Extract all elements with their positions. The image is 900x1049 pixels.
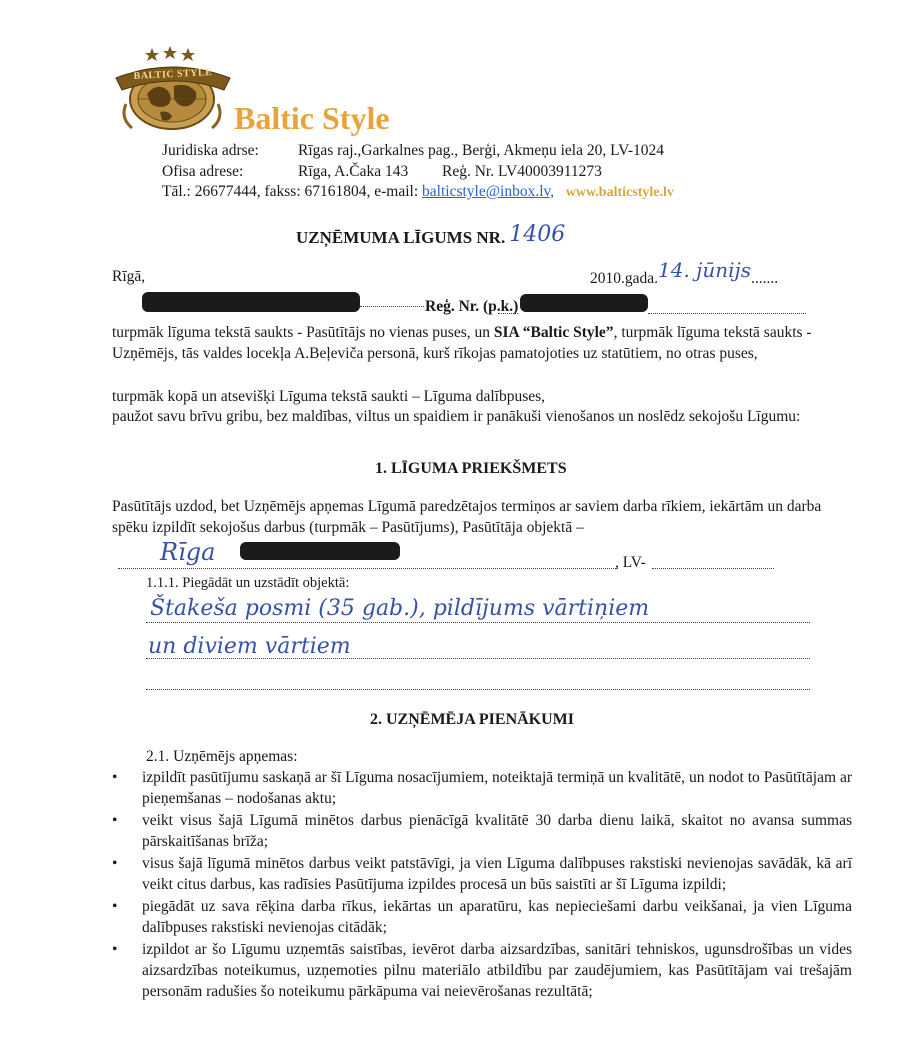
registration-number: Reģ. Nr. LV40003911273 [442,163,602,180]
obligation-text: veikt visus šajā Līgumā minētos darbus pienācīgā kvalitātē 30 darba dienu laikā, skaitot no avansa summas pārskaitīšanas brīža; [142,812,852,850]
section2-heading: 2. UZŅĒMĒJA PIENĀKUMI [370,711,575,728]
globe-logo-icon [112,44,234,132]
list-item [112,853,852,895]
item-dotted-line-2 [146,658,810,659]
year-prefix: 2010.gada. [590,270,659,287]
obligation-text: visus šajā līgumā minētos darbus veikt patstāvīgi, ja vien Līguma dalībpuses rakstiski nevienojas savādāk, kā arī veikt citus darbus, kas radīsies Pasūtījuma izpildes procesā un būs saistīti ar šī Līguma izpildi; [142,855,852,893]
handwritten-date: 14. jūnijs [658,258,752,282]
parties-intro-after: , turpmāk līguma tekstā saukts - Uzņēmējs, tās valdes locekļa A.Beļeviča personā, kurš rīkojas pamatojoties uz statūtiem, no otras puses, [112,324,812,362]
reg-number-label: Reģ. Nr. (p.k.) [425,298,519,315]
redacted-reg-number [520,294,648,312]
legal-address-label: Juridiska adrse: [162,142,259,159]
list-item [112,939,852,1002]
client-name-dotted-line [360,306,424,307]
bullet-icon: • [112,769,118,786]
company-name: Baltic Style [234,100,390,136]
obligation-text: izpildot ar šo Līgumu uzņemtās saistības, ievērot darba aizsardzības, sanitāri tehniskos, ugunsdrošības un vides aizsardzības noteikumus, uzņemoties pilnu materiālo atbildību par zaudējumiem, kas Pasūtītājam vai trešajām personām radušies šo noteikumu pārkāpuma vai neievērošanas rezultātā; [142,941,852,1000]
bullet-icon: • [112,812,118,829]
bullet-icon: • [112,941,118,958]
list-item [112,810,852,852]
object-city-handwritten: Rīga [160,538,216,566]
email-link[interactable]: balticstyle@inbox.lv, [422,183,555,200]
redacted-client-name [142,292,360,312]
section1-heading: 1. LĪGUMA PRIEKŠMETS [375,460,567,477]
handwritten-item-line1: Štakeša posmi (35 gab.), pildījums vārtiņiem [150,596,650,621]
list-item [112,767,852,809]
city: Rīgā, [112,268,146,285]
contract-title [296,224,565,249]
section1-text: Pasūtītājs uzdod, bet Uzņēmējs apņemas Līgumā paredzētajos termiņos ar saviem darba rīkiem, iekārtām un darba spēku izpildīt sekojošus darbus (turpmāk – Pasūtījums), Pasūtītāja objektā – [112,498,822,536]
legal-address: Rīgas raj.,Garkalnes pag., Berģi, Akmeņu iela 20, LV-1024 [298,142,665,159]
section2-intro: 2.1. Uzņēmējs apņemas: [146,748,298,765]
contacts-line [162,181,674,203]
redacted-object-address [240,542,400,560]
postal-code-dotted-line [652,568,774,569]
item-dotted-line-3 [146,689,810,690]
contacts-text: Tāl.: 26677444, fakss: 67161804, e-mail: [162,183,423,200]
reg-number-dotted-line [648,313,806,314]
office-address-label: Ofisa adrese: [162,163,244,180]
obligations-list [112,767,852,1003]
date-line [590,258,779,289]
parties-together: turpmāk kopā un atsevišķi Līguma tekstā saukti – Līguma dalībpuses, [112,388,546,405]
object-address-dotted-line [118,568,618,569]
parties-intro [112,322,817,364]
contract-number-handwritten: 1406 [509,222,566,247]
postal-code-label: , LV- [615,554,646,571]
company-logo [112,44,234,132]
date-trail-dots: ....... [751,270,779,287]
list-item [112,896,852,938]
obligation-text: piegādāt uz sava rēķina darba rīkus, iekārtas un aparatūru, kas nepieciešami darbu veikšanai, ja vien Līguma dalībpuses rakstiski nevienojas citādāk; [142,898,852,936]
bullet-icon: • [112,855,118,872]
parties-agreement: paužot savu brīvu gribu, bez maldības, viltus un spaidiem ir panākuši vienošanos un noslēdz sekojošu Līgumu: [112,408,801,425]
website-link[interactable]: www.balticstyle.lv [565,185,674,200]
handwritten-item-line2: un diviem vārtiem [148,634,351,659]
reg-number-dotted-line-left [498,313,518,314]
parties-intro-before: turpmāk līguma tekstā saukts - Pasūtītājs no vienas puses, un [112,324,494,341]
contract-title-text: UZŅĒMUMA LĪGUMS NR. [296,228,506,247]
logo-ribbon-text: BALTIC STYLE [133,66,213,83]
obligation-text: izpildīt pasūtījumu saskaņā ar šī Līguma nosacījumiem, noteiktajā termiņā un kvalitātē, un nodot to Pasūtītājam ar pieņemšanas – nodošanas aktu; [142,769,852,807]
item-dotted-line-1 [146,622,810,623]
bullet-icon: • [112,898,118,915]
item-1-1-1: 1.1.1. Piegādāt un uzstādīt objektā: [146,575,350,591]
office-address: Rīga, A.Čaka 143 [298,163,409,180]
company-bold: SIA “Baltic Style” [493,324,614,341]
